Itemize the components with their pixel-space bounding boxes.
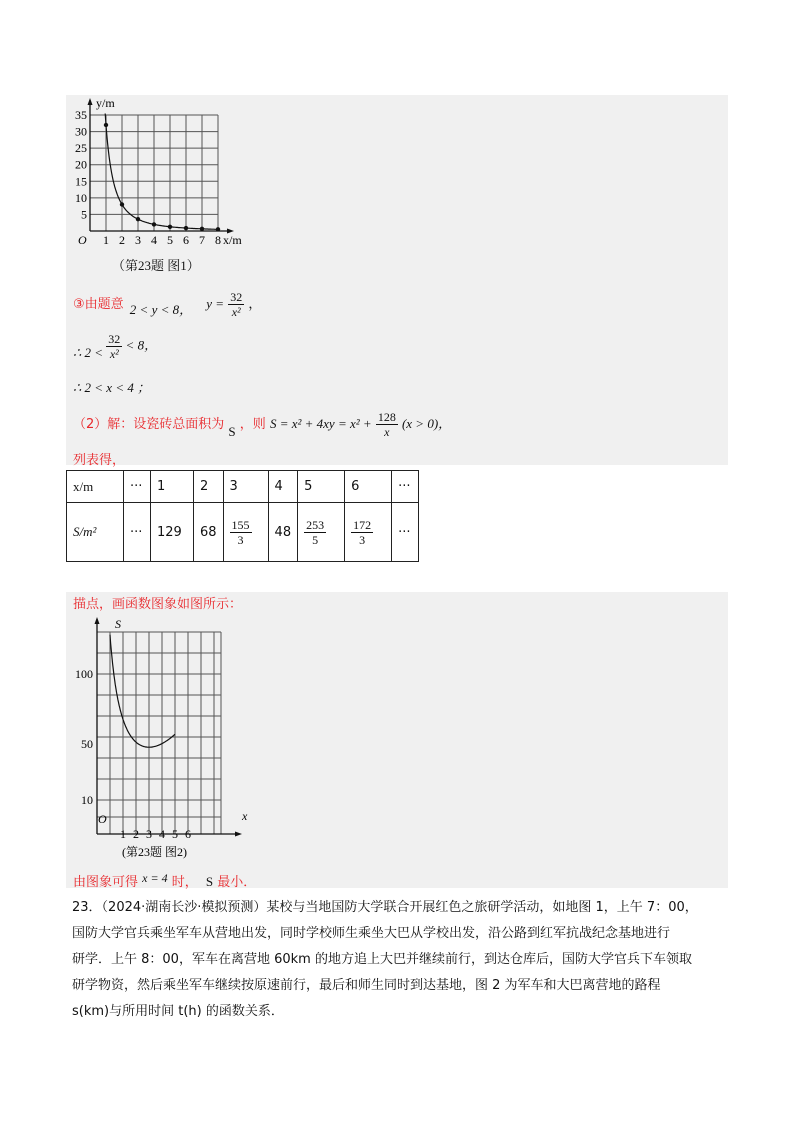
figure1-data-point — [200, 227, 204, 231]
problem-line: 国防大学官兵乘坐军车从营地出发，同时学校师生乘坐大巴从学校出发，沿公路到红军抗战纪念基地进行 — [72, 926, 671, 941]
step3-label: ③由题意 — [73, 297, 124, 312]
figure1-x-tick: 6 — [183, 233, 189, 247]
figure2-y-tick: 100 — [75, 667, 93, 681]
figure1-x-tick: 7 — [199, 233, 205, 247]
step3-func-lhs: y = — [206, 296, 225, 311]
figure2-origin: O — [98, 812, 107, 826]
figure1-y-tick: 10 — [75, 190, 87, 205]
figure1-x-tick: 1 — [103, 233, 109, 247]
problem-line: s(km)与所用时间 t(h) 的函数关系． — [72, 1004, 284, 1019]
figure2-y-axis-label: S — [115, 617, 121, 631]
figure1-x-tick: 5 — [167, 233, 173, 247]
conclusion-line: 由图象可得 x = 4 时， S 最小． — [73, 871, 257, 890]
figure1-y-tick: 35 — [75, 108, 87, 122]
step3-func-fraction: $\frac{32}{\text{x²}}$ — [230, 290, 243, 319]
figure1-data-point — [152, 222, 156, 226]
figure1-data-point — [168, 225, 172, 229]
problem-line: 研学．上午 8：00，军车在离营地 60km 的地方追上大巴并继续前行，到达仓库后，国防大学官兵下车领取 — [72, 952, 692, 967]
problem-line: 研学物资，然后乘坐军车继续按原速前行，最后和师生同时到达基地，图 2 为军车和大巴离营地的路程 — [72, 978, 661, 993]
figure1-x-tick: 4 — [151, 233, 157, 247]
step3-therefore-1: ∴ 2 < $\frac{32}{\text{x²}}$ < 8， — [73, 332, 158, 361]
figure2-x-tick: 6 — [185, 827, 191, 841]
figure2-x-axis-label: x — [242, 809, 248, 823]
figure1-data-point — [104, 123, 108, 127]
part2-line: （2）解：设瓷砖总面积为 S ，则 S = x² + 4xy = x² + $\frac{128}{x}$ (x > 0)， — [73, 410, 452, 439]
figure1-y-tick: 15 — [75, 174, 87, 189]
plot-intro: 描点，画函数图象如图所示： — [73, 597, 243, 612]
step3-inequality: 2 < y < 8， — [129, 302, 193, 317]
figure1-data-point — [136, 217, 140, 221]
figure1-data-point — [216, 227, 220, 231]
figure2-x-tick: 1 — [120, 827, 126, 841]
problem-line: 23．（2024·湖南长沙·模拟预测）某校与当地国防大学联合开展红色之旅研学活动，如地图 1，上午 7：00， — [72, 900, 698, 915]
figure2-y-tick: 10 — [81, 793, 93, 807]
problem-23 — [72, 895, 732, 1025]
figure1-y-tick: 5 — [81, 207, 87, 222]
figure1-y-axis-label: y/m — [96, 96, 115, 110]
table-intro: 列表得， — [73, 453, 126, 468]
step3-therefore-2: ∴ 2 < x < 4 ； — [73, 380, 151, 395]
figure1-caption: （第23题 图1） — [112, 258, 200, 273]
figure1-x-axis-label: x/m — [223, 233, 242, 247]
figure1-x-tick: 8 — [215, 233, 221, 247]
figure2-x-tick: 2 — [133, 827, 139, 841]
figure1-graph — [68, 95, 268, 255]
figure2-x-tick: 5 — [172, 827, 178, 841]
figure1-data-point — [184, 226, 188, 230]
figure1-origin: O — [78, 233, 87, 247]
figure2-y-tick: 50 — [81, 737, 93, 751]
step3-line: ③由题意 2 < y < 8， y = $\frac{32}{\text{x²}}$ ， — [73, 290, 262, 319]
table-row: x/m ··· 1 2 3 4 5 6 ··· — [67, 471, 419, 503]
figure2-caption: (第23题 图2) — [122, 845, 187, 859]
figure1-y-tick: 25 — [75, 141, 87, 156]
table-row: S/m² ··· 129 68 $\frac{155}{3}$ 48 $\frac{253}{5}$ $\frac{172}{3}$ ··· — [67, 503, 419, 562]
figure2-x-tick: 4 — [159, 827, 165, 841]
value-table — [66, 470, 419, 562]
figure2-graph — [68, 612, 268, 862]
figure1-y-tick: 20 — [75, 157, 87, 172]
figure2-x-tick: 3 — [146, 827, 152, 841]
figure1-x-tick: 2 — [119, 233, 125, 247]
figure1-data-point — [120, 202, 124, 206]
figure1-x-tick: 3 — [135, 233, 141, 247]
figure1-y-tick: 30 — [75, 124, 87, 139]
